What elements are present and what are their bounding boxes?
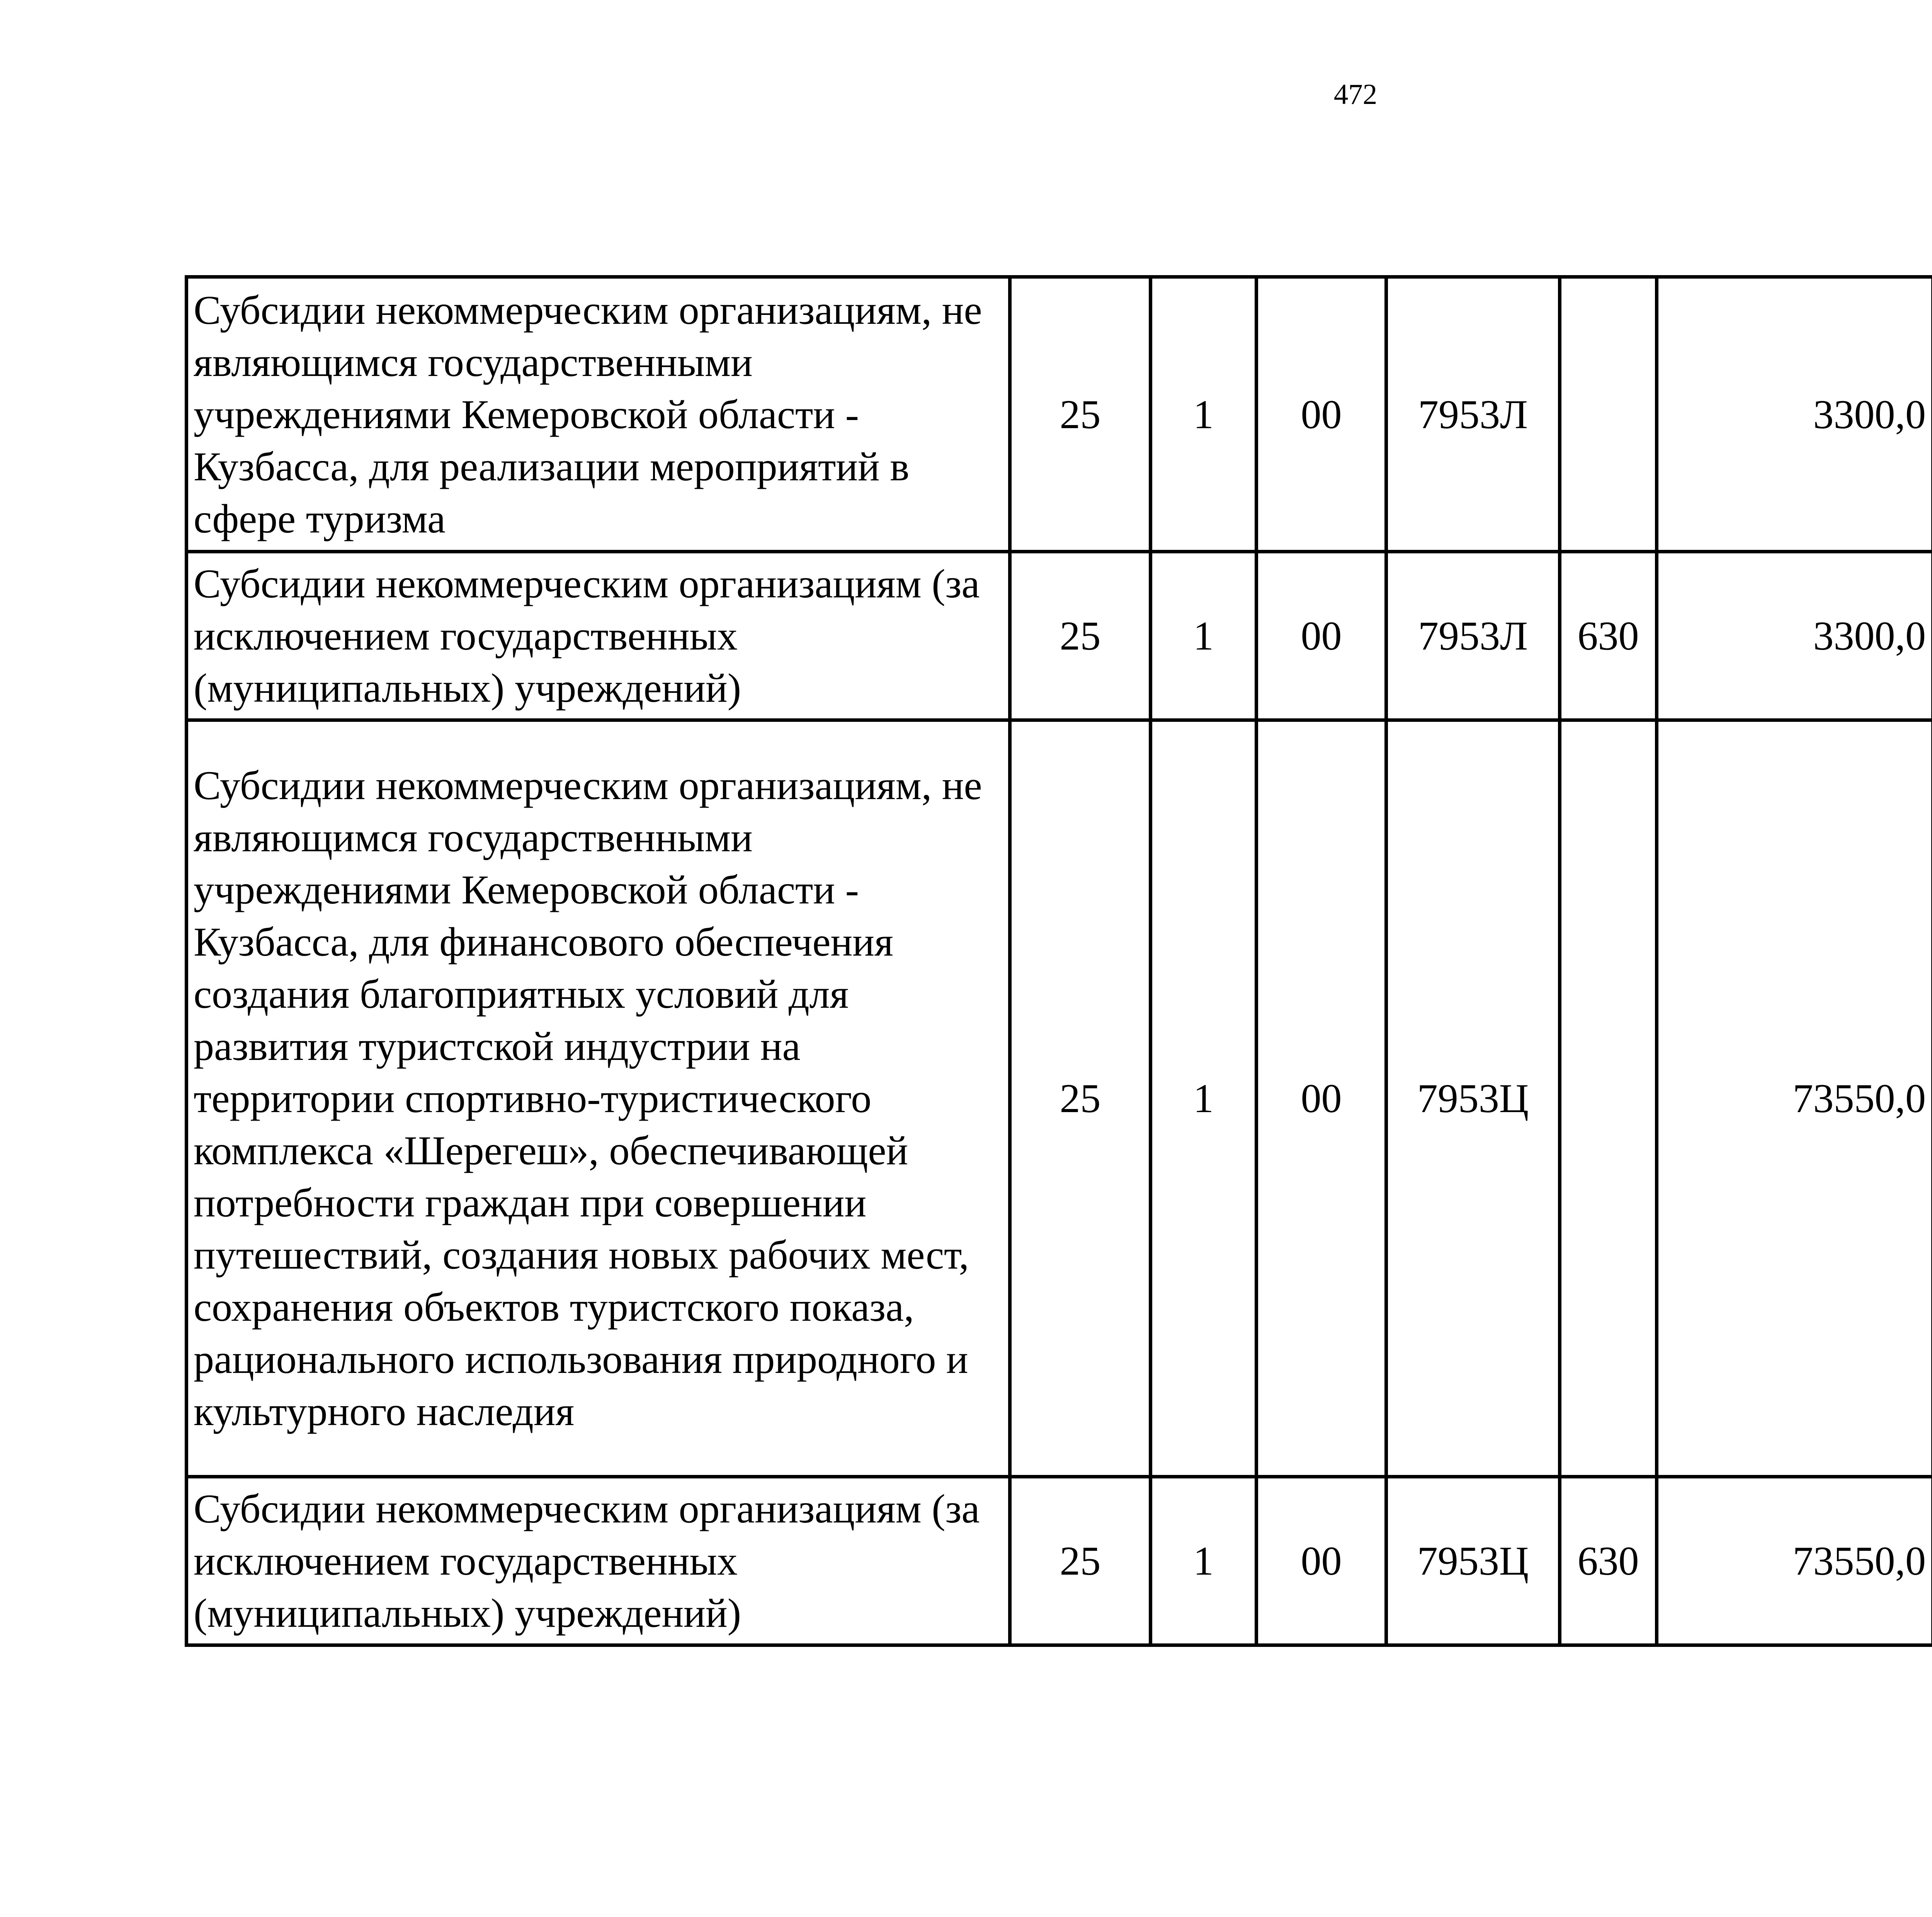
code-direction: 7953Л xyxy=(1386,552,1560,720)
code-program: 25 xyxy=(1010,720,1151,1477)
code-direction: 7953Л xyxy=(1386,277,1560,552)
table-row xyxy=(187,1477,1932,1645)
code-program: 25 xyxy=(1010,277,1151,552)
code-main-activity: 00 xyxy=(1257,552,1386,720)
row-description: Субсидии некоммерческим организациям, не являющимся государственными учреждениями Кемеровской области - Кузбасса, для реализации мероприятий в сфере туризма xyxy=(187,277,1010,552)
budget-table xyxy=(185,275,1932,1647)
expense-type-code: 630 xyxy=(1560,552,1657,720)
page-number: 472 xyxy=(1333,78,1378,111)
table-row xyxy=(187,552,1932,720)
expense-type-code xyxy=(1560,277,1657,552)
code-direction: 7953Ц xyxy=(1386,720,1560,1477)
code-subprogram: 1 xyxy=(1151,720,1257,1477)
row-description: Субсидии некоммерческим организациям, не являющимся государственными учреждениями Кемеровской области - Кузбасса, для финансового обеспечения создания благоприятных условий для развития туристской индустрии на территории спортивно-туристического комплекса «Шерегеш», обеспечивающей потребности граждан при совершении путешествий, создания новых рабочих мест, сохранения объектов туристского показа, рационального использования природного и культурного наследия xyxy=(187,720,1010,1477)
code-subprogram: 1 xyxy=(1151,277,1257,552)
code-subprogram: 1 xyxy=(1151,1477,1257,1645)
expense-type-code xyxy=(1560,720,1657,1477)
amount-year-1: 73550,0 xyxy=(1657,720,1932,1477)
code-program: 25 xyxy=(1010,1477,1151,1645)
code-main-activity: 00 xyxy=(1257,720,1386,1477)
code-program: 25 xyxy=(1010,552,1151,720)
code-main-activity: 00 xyxy=(1257,277,1386,552)
amount-year-1: 73550,0 xyxy=(1657,1477,1932,1645)
code-main-activity: 00 xyxy=(1257,1477,1386,1645)
row-description: Субсидии некоммерческим организациям (за исключением государственных (муниципальных) учреждений) xyxy=(187,1477,1010,1645)
code-direction: 7953Ц xyxy=(1386,1477,1560,1645)
amount-year-1: 3300,0 xyxy=(1657,552,1932,720)
expense-type-code: 630 xyxy=(1560,1477,1657,1645)
table-row xyxy=(187,720,1932,1477)
table-row xyxy=(187,277,1932,552)
code-subprogram: 1 xyxy=(1151,552,1257,720)
row-description: Субсидии некоммерческим организациям (за исключением государственных (муниципальных) учреждений) xyxy=(187,552,1010,720)
amount-year-1: 3300,0 xyxy=(1657,277,1932,552)
